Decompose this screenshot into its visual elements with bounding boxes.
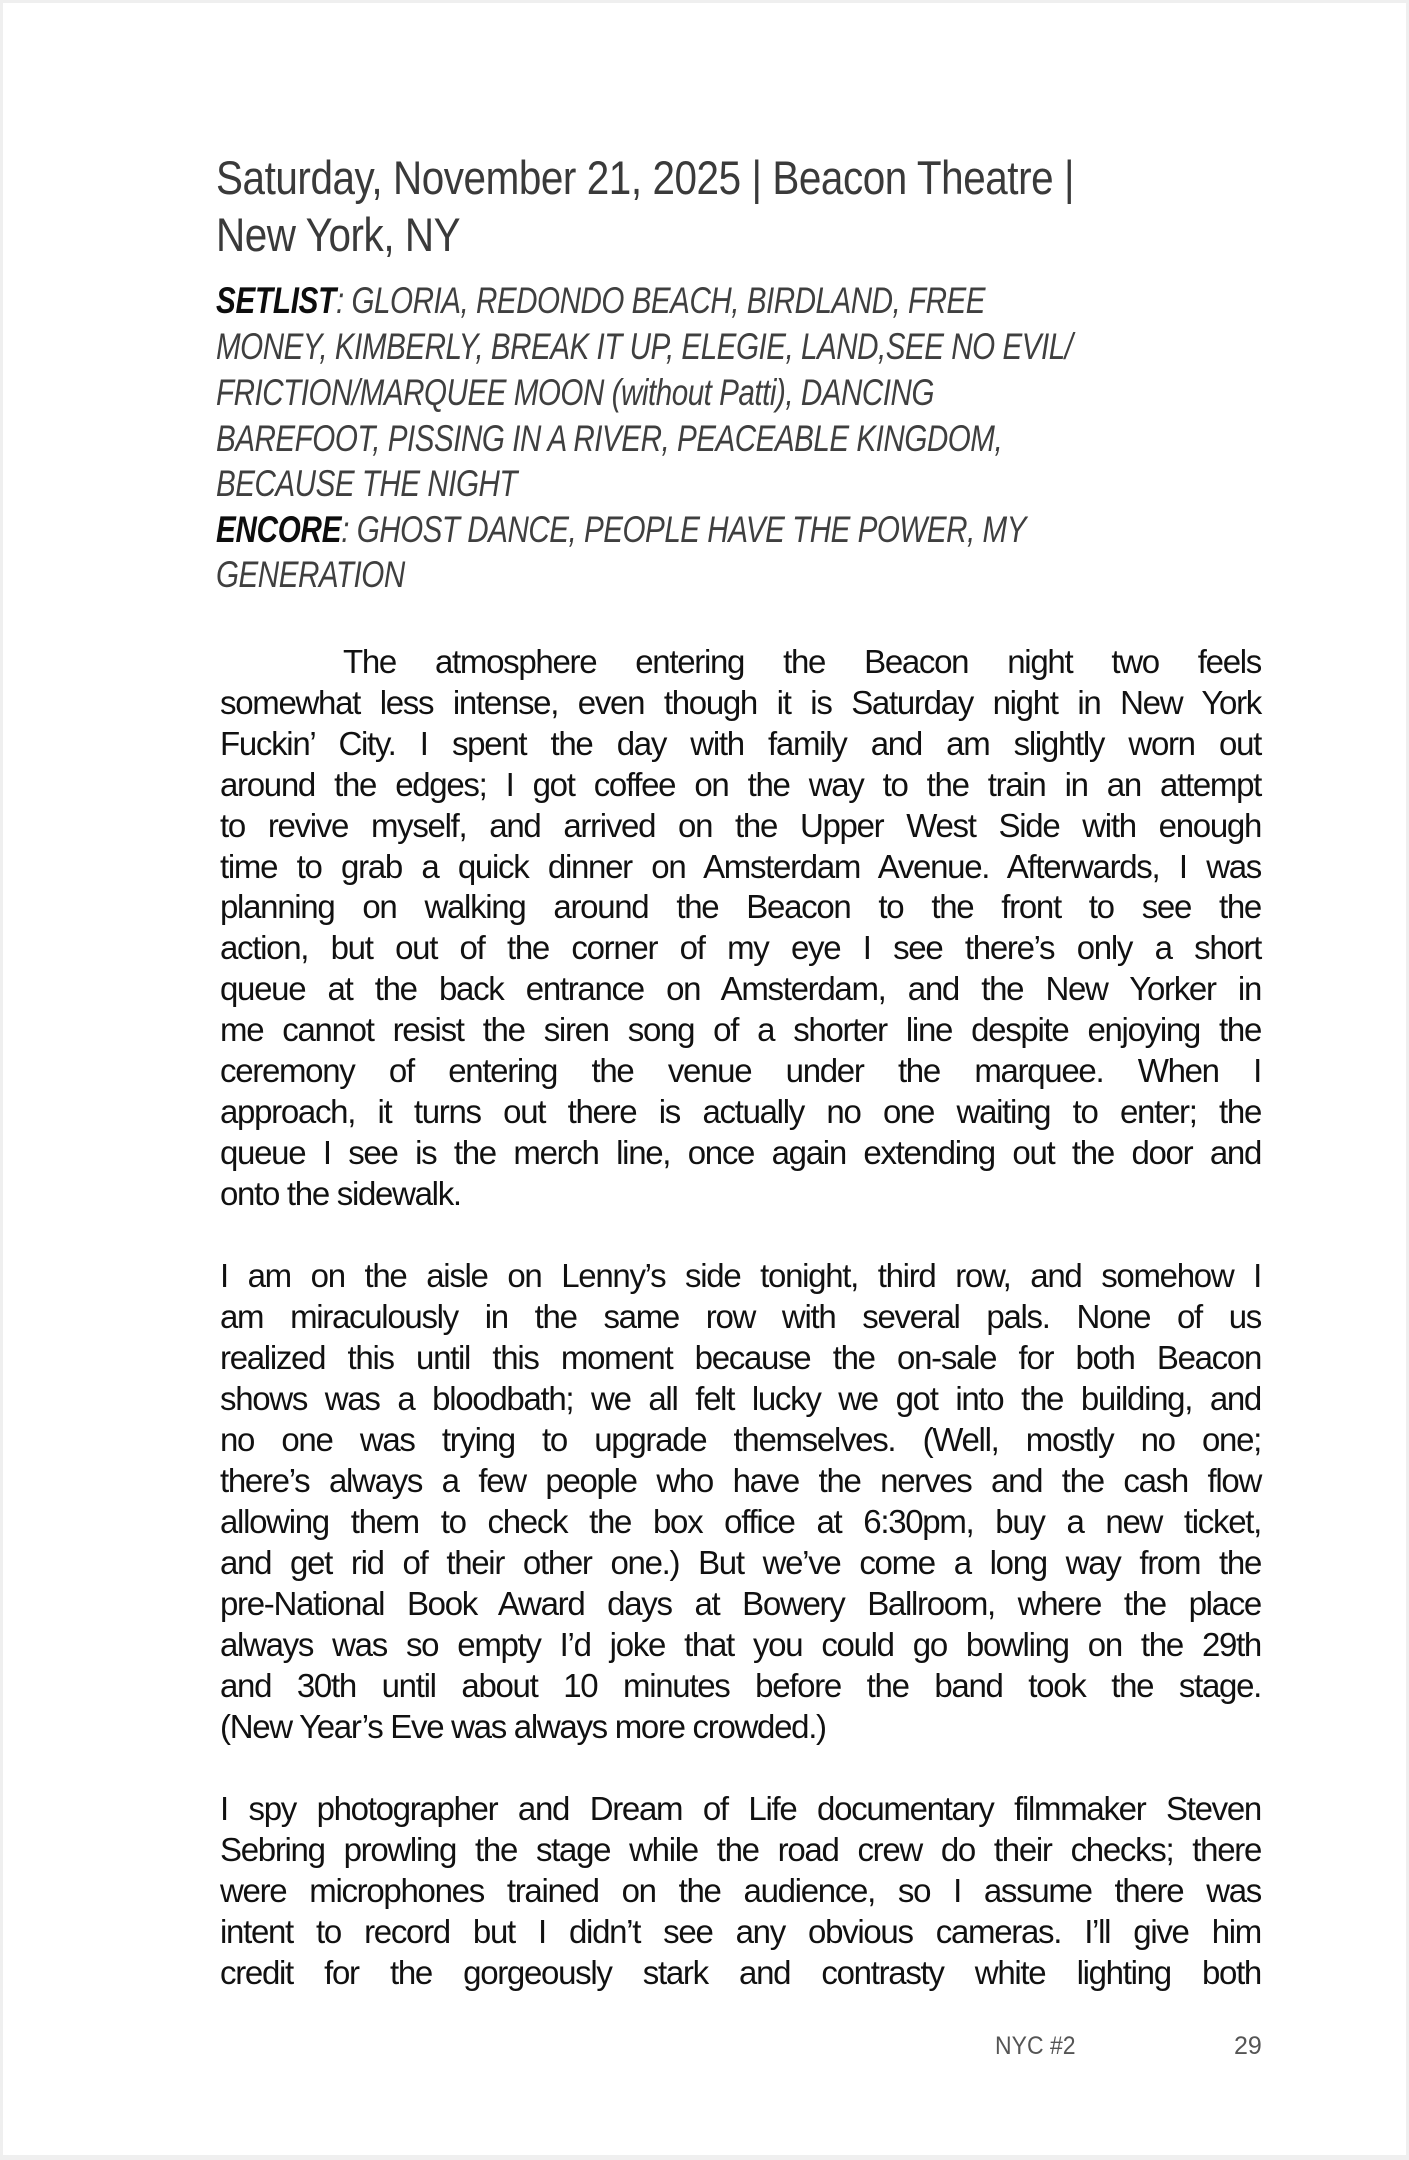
setlist-line: BAREFOOT, PISSING IN A RIVER, PEACEABLE KINGDOM, xyxy=(216,418,1003,459)
body-line: action, but out of the corner of my eye I see there’s only a short xyxy=(220,929,1261,966)
body-line: Fuckin’ City. I spent the day with family and am slightly worn out xyxy=(220,725,1261,762)
body-line: I spy photographer and Dream of Life documentary filmmaker Steven xyxy=(220,1790,1261,1827)
body-line: Sebring prowling the stage while the road crew do their checks; there xyxy=(220,1831,1261,1868)
body-line: always was so empty I’d joke that you could go bowling on the 29th xyxy=(220,1626,1261,1663)
body-line: am miraculously in the same row with several pals. None of us xyxy=(220,1298,1261,1335)
page-number: 29 xyxy=(1234,2032,1262,2060)
body-line: and get rid of their other one.) But we’ve come a long way from the xyxy=(220,1544,1261,1581)
encore-label: ENCORE xyxy=(216,509,342,550)
body-line: realized this until this moment because the on-sale for both Beacon xyxy=(220,1339,1261,1376)
body-line: queue at the back entrance on Amsterdam, and the New Yorker in xyxy=(220,970,1261,1007)
setlist-line: MONEY, KIMBERLY, BREAK IT UP, ELEGIE, LAND,SEE NO EVIL/ xyxy=(216,326,1073,367)
body-line: planning on walking around the Beacon to the front to see the xyxy=(220,888,1261,925)
body-line: no one was trying to upgrade themselves. (Well, mostly no one; xyxy=(220,1421,1261,1458)
footer-section-label: NYC #2 xyxy=(995,2032,1076,2060)
body-line: (New Year’s Eve was always more crowded.) xyxy=(220,1708,826,1745)
body-line: allowing them to check the box office at 6:30pm, buy a new ticket, xyxy=(220,1503,1261,1540)
body-line: pre-National Book Award days at Bowery Ballroom, where the place xyxy=(220,1585,1261,1622)
setlist-line: FRICTION/MARQUEE MOON (without Patti), DANCING xyxy=(216,372,934,413)
body-line: ceremony of entering the venue under the marquee. When I xyxy=(220,1052,1261,1089)
document-page xyxy=(3,3,1406,2155)
body-line: onto the sidewalk. xyxy=(220,1175,461,1212)
encore-line: GENERATION xyxy=(216,554,405,595)
body-line: me cannot resist the siren song of a shorter line despite enjoying the xyxy=(220,1011,1261,1048)
heading-line: New York, NY xyxy=(216,208,461,261)
body-line: I am on the aisle on Lenny’s side tonight, third row, and somehow I xyxy=(220,1257,1261,1294)
body-line: to revive myself, and arrived on the Upper West Side with enough xyxy=(220,807,1261,844)
body-line: intent to record but I didn’t see any obvious cameras. I’ll give him xyxy=(220,1913,1261,1950)
setlist-line: SETLIST: GLORIA, REDONDO BEACH, BIRDLAND, FREE xyxy=(216,280,986,321)
body-line: credit for the gorgeously stark and contrasty white lighting both xyxy=(220,1954,1261,1991)
body-line: were microphones trained on the audience, so I assume there was xyxy=(220,1872,1261,1909)
body-line: somewhat less intense, even though it is Saturday night in New York xyxy=(220,684,1261,721)
body-line: time to grab a quick dinner on Amsterdam Avenue. Afterwards, I was xyxy=(220,848,1261,885)
body-line: The atmosphere entering the Beacon night two feels xyxy=(343,643,1261,680)
body-line: and 30th until about 10 minutes before the band took the stage. xyxy=(220,1667,1261,1704)
body-line: shows was a bloodbath; we all felt lucky we got into the building, and xyxy=(220,1380,1261,1417)
encore-line: ENCORE: GHOST DANCE, PEOPLE HAVE THE POWER, MY xyxy=(216,509,1026,550)
body-line: queue I see is the merch line, once again extending out the door and xyxy=(220,1134,1261,1171)
body-line: there’s always a few people who have the nerves and the cash flow xyxy=(220,1462,1261,1499)
setlist-label: SETLIST xyxy=(216,280,337,321)
body-line: approach, it turns out there is actually no one waiting to enter; the xyxy=(220,1093,1261,1130)
body-line: around the edges; I got coffee on the way to the train in an attempt xyxy=(220,766,1261,803)
setlist-line: BECAUSE THE NIGHT xyxy=(216,463,518,504)
heading-line: Saturday, November 21, 2025 | Beacon Theatre | xyxy=(216,151,1075,204)
